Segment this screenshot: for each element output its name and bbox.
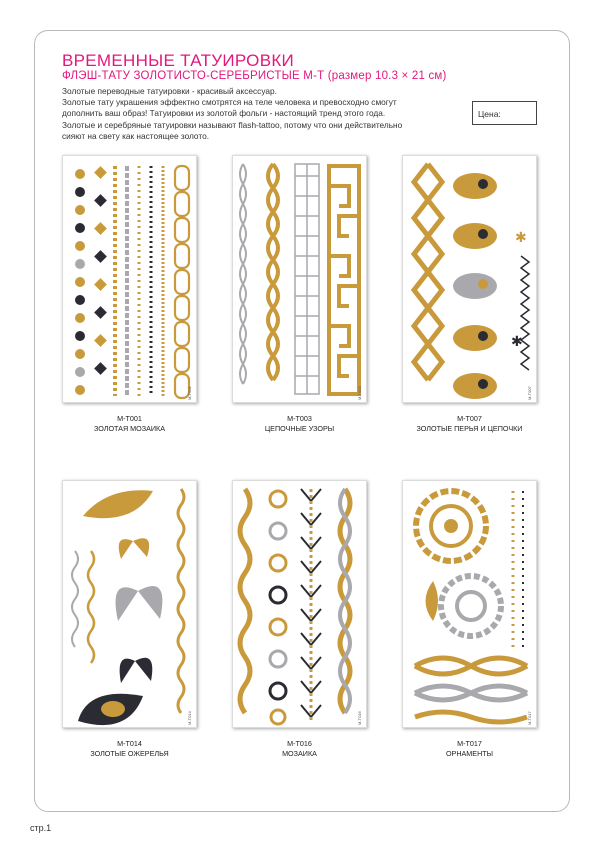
product-name: ЦЕПОЧНЫЕ УЗОРЫ [264,424,335,433]
mandala-icon [416,491,501,636]
description-line: сияют на свету как настоящее золото. [62,130,209,141]
chain-pattern [233,156,367,403]
product-code: M-T001 [117,414,142,423]
sheet-code-label: M-T003 [357,386,362,400]
product-code: M-T003 [287,414,312,423]
sheet-code-label: M-T007 [527,386,532,400]
description-line: Золотые и серебряные татуировки называют flash-tattoo, потому что они действительно [62,119,403,130]
svg-text:✱: ✱ [515,229,527,245]
price-label: Цена: [478,109,501,119]
flower-icon [270,491,286,724]
sheet-code-label: M-T017 [527,711,532,725]
product-code: M-T014 [117,739,142,748]
tattoo-sheet-image [402,155,537,403]
product-name: ЗОЛОТЫЕ ПЕРЬЯ И ЦЕПОЧКИ [416,424,523,433]
product-code: M-T017 [457,739,482,748]
butterfly-icon [116,538,163,683]
tattoo-sheet-image [62,155,197,403]
product-code: M-T016 [287,739,312,748]
feather-icon [453,173,497,399]
column-diamonds [94,166,107,375]
gold-necklaces-pattern [63,481,197,728]
product-name: МОЗАИКА [282,749,317,758]
tattoo-sheet-image [402,480,537,728]
column-lattice [175,166,189,398]
page-subtitle: ФЛЭШ-ТАТУ ЗОЛОТИСТО-СЕРЕБРИСТЫЕ М-Т (размер 10.3 × 21 см) [62,70,447,82]
gold-mosaic-pattern [63,156,197,403]
column-flowers [75,169,85,395]
sheet-code-label: M-T016 [357,711,362,725]
mosaic-pattern [233,481,367,728]
page-title: ВРЕМЕННЫЕ ТАТУИРОВКИ [62,51,295,70]
description-line: Золотые переводные татуировки - красивый аксессуар. [62,86,277,96]
scroll-band [415,658,527,722]
product-code: M-T007 [457,414,482,423]
sheet-code-label: M-T001 [187,386,192,400]
tattoo-sheet-image [232,155,367,403]
description-line: Золотые тату украшения эффектно смотрятся на теле человека и превосходно смогут [62,97,397,108]
product-name: ОРНАМЕНТЫ [445,749,494,758]
tattoo-sheet-image [232,480,367,728]
description [62,86,482,142]
feathers-chains-pattern [403,156,537,403]
description-line: дополнить ваш образ! Татуировки из золотой фольги - настоящий тренд этого года. [62,108,386,119]
ornaments-pattern [403,481,537,728]
price-box[interactable] [472,101,537,125]
product-name: ЗОЛОТАЯ МОЗАИКА [93,424,166,433]
product-name: ЗОЛОТЫЕ ОЖЕРЕЛЬЯ [90,749,169,758]
page-number: стр.1 [30,823,52,833]
tattoo-sheet-image [62,480,197,728]
svg-text:✱: ✱ [511,333,523,349]
sheet-code-label: M-T014 [187,711,192,725]
